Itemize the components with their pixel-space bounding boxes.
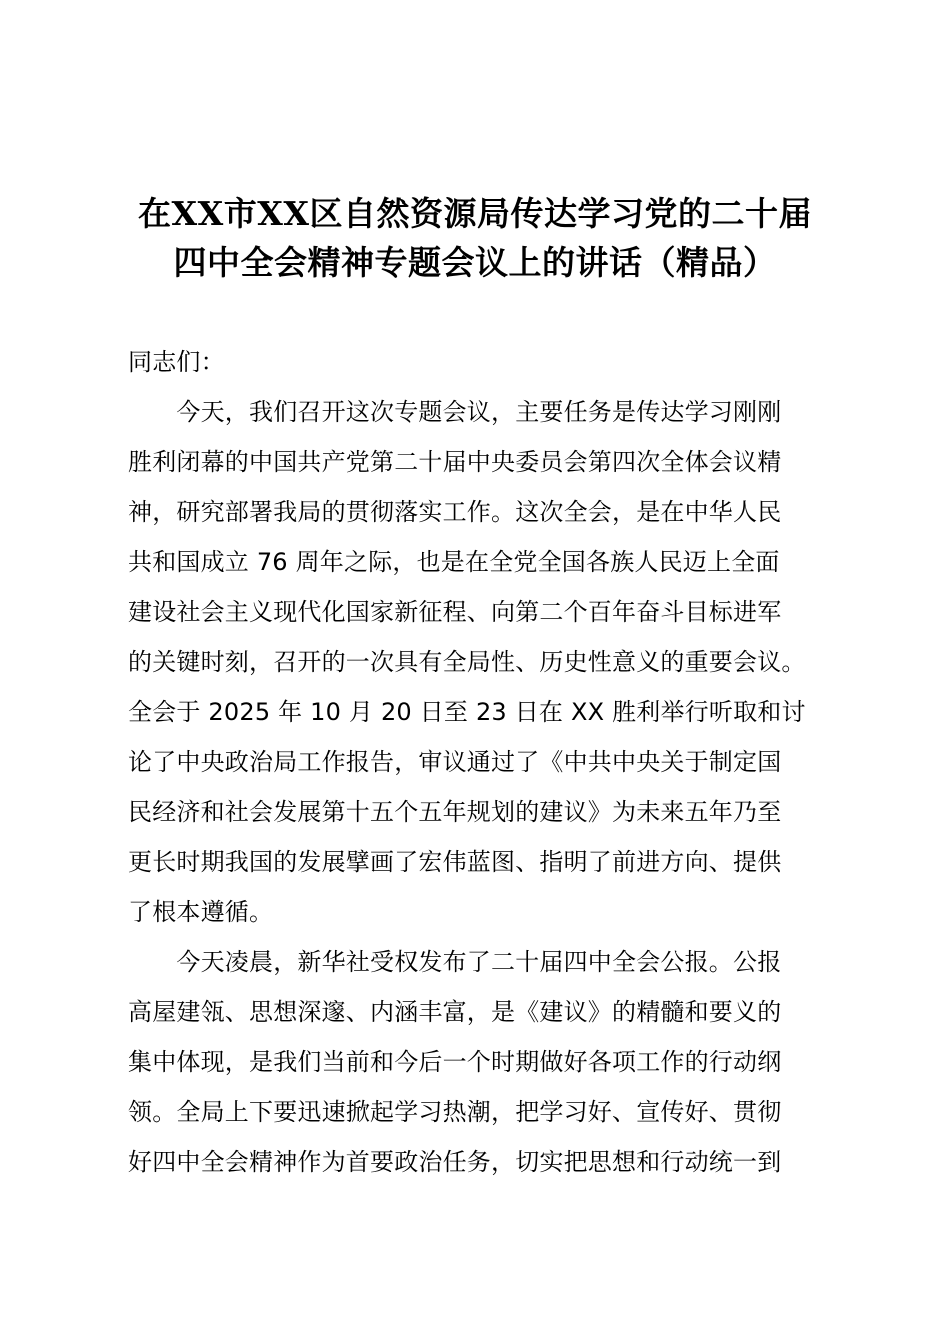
salutation: 同志们： (128, 348, 225, 376)
body-line: 今天，我们召开这次专题会议，主要任务是传达学习刚刚 (128, 398, 782, 426)
body-line: 民经济和社会发展第十五个五年规划的建议》为未来五年乃至 (128, 798, 782, 826)
body-line: 论了中央政治局工作报告，审议通过了《中共中央关于制定国 (128, 748, 782, 776)
document-title-line-1: 在XX市XX区自然资源局传达学习党的二十届 (138, 194, 812, 233)
body-line: 好四中全会精神作为首要政治任务，切实把思想和行动统一到 (128, 1148, 782, 1176)
body-line: 更长时期我国的发展擘画了宏伟蓝图、指明了前进方向、提供 (128, 848, 782, 876)
body-line: 胜利闭幕的中国共产党第二十届中央委员会第四次全体会议精 (128, 448, 782, 476)
body-line: 共和国成立 76 周年之际，也是在全党全国各族人民迈上全面 (128, 548, 780, 576)
body-line: 了根本遵循。 (128, 898, 274, 926)
body-line: 的关键时刻，召开的一次具有全局性、历史性意义的重要会议。 (128, 648, 806, 676)
document-title-line-2: 四中全会精神专题会议上的讲话（精品） (173, 243, 777, 282)
body-line: 集中体现，是我们当前和今后一个时期做好各项工作的行动纲 (128, 1048, 782, 1076)
body-line: 全会于 2025 年 10 月 20 日至 23 日在 XX 胜利举行听取和讨 (128, 698, 806, 726)
body-line: 高屋建瓴、思想深邃、内涵丰富，是《建议》的精髓和要义的 (128, 998, 782, 1026)
body-line: 神，研究部署我局的贯彻落实工作。这次全会，是在中华人民 (128, 498, 782, 526)
body-line: 建设社会主义现代化国家新征程、向第二个百年奋斗目标进军 (128, 598, 782, 626)
body-line: 领。全局上下要迅速掀起学习热潮，把学习好、宣传好、贯彻 (128, 1098, 782, 1126)
body-line: 今天凌晨，新华社受权发布了二十届四中全会公报。公报 (128, 948, 782, 976)
